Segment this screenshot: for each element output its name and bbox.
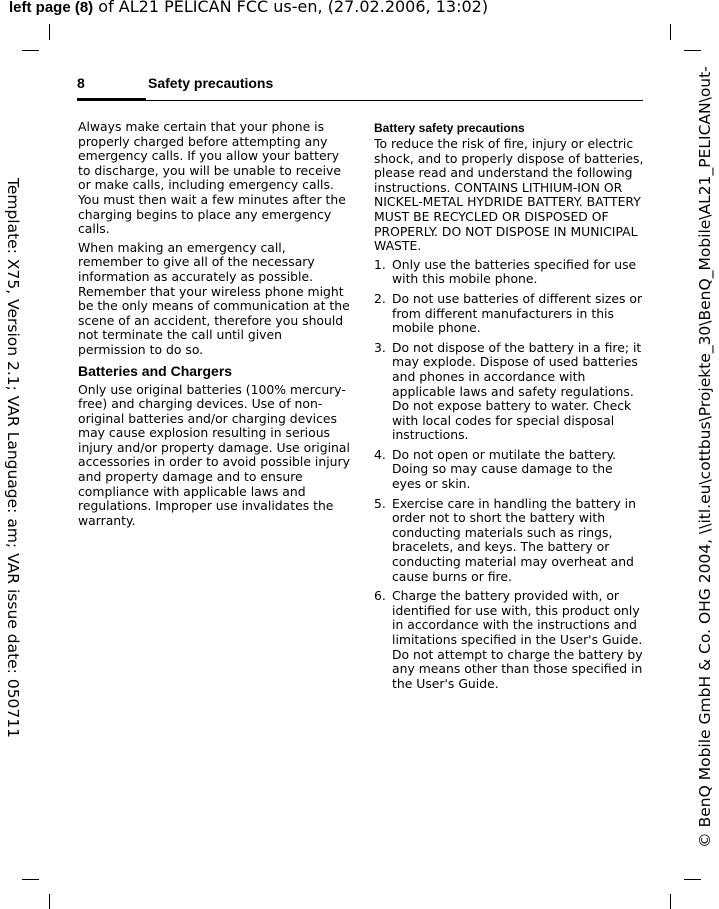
- list-item-number: 6.: [374, 588, 386, 604]
- list-item: [374, 497, 644, 585]
- list-item-text: Do not open or mutilate the battery. Doing so may cause damage to the eyes or skin.: [392, 446, 617, 492]
- header-rule-thick: [77, 98, 146, 101]
- list-item: [374, 589, 644, 691]
- header-rule: [145, 100, 643, 101]
- crop-mark: [684, 879, 701, 880]
- battery-safety-intro: To reduce the risk of fire, injury or electric shock, and to properly dispose of batteries, please read and understand the following instructions. CONTAINS LITHIUM-ION OR NICKEL-METAL HYDRIDE BATTERY. BATTERY MUST BE RECYCLED OR DISPOSED OF PROPERLY. DO NOT DISPOSE IN MUNICIPAL WASTE.: [374, 136, 644, 254]
- right-column: [374, 120, 644, 696]
- copyright-text: © BenQ Mobile GmbH & Co. OHG 2004, \\itl.eu\cottbus\Projekte_30\BenQ_Mobile\AL21_PELICAN\out-: [696, 66, 714, 848]
- crop-mark: [22, 50, 39, 51]
- list-item-number: 1.: [374, 256, 386, 272]
- emergency-charge-paragraph: Always make certain that your phone is properly charged before attempting any emergency calls. If you allow your battery to discharge, you will be unable to receive or make calls, including emergency calls. You must then wait a few minutes after the charging begins to place any emergency calls.: [78, 119, 346, 237]
- battery-safety-list: [374, 258, 644, 692]
- list-item: [374, 448, 644, 492]
- battery-safety-heading: Battery safety precautions: [374, 121, 525, 135]
- list-item-number: 2.: [374, 290, 386, 306]
- emergency-call-paragraph: When making an emergency call, remember to give all of the necessary information as accurately as possible. Remember that your wireless phone might be the only means of communication at the scene of an accident, therefore you should not terminate the call until given permission to do so.: [78, 239, 350, 357]
- list-item-text: Do not dispose of the battery in a fire; it may explode. Dispose of used batteries and phones in accordance with applicable laws and safety regulations. Do not expose battery to water. Check with local codes for special disposal instructions.: [392, 339, 642, 443]
- crop-mark: [49, 894, 50, 909]
- list-item: [374, 292, 644, 336]
- crop-mark: [670, 894, 671, 909]
- list-item: [374, 341, 644, 443]
- list-item-number: 3.: [374, 339, 386, 355]
- crop-mark: [684, 50, 701, 51]
- page-reference: left page (8): [9, 0, 94, 16]
- list-item-text: Do not use batteries of different sizes or from different manufacturers in this mobile phone.: [392, 290, 643, 336]
- print-header: [9, 0, 709, 18]
- original-batteries-paragraph: Only use original batteries (100% mercury-free) and charging devices. Use of non-original batteries and/or charging devices may cause explosion resulting in serious injury and/or property damage. Use original accessories in order to avoid possible injury and property damage and to ensure compliance with applicable laws and regulations. Improper use invalidates the warranty.: [78, 381, 350, 528]
- crop-mark: [670, 24, 671, 40]
- template-info-text: Template: X75, Version 2.1; VAR Language: am; VAR issue date: 050711: [4, 177, 22, 739]
- list-item-text: Charge the battery provided with, or identified for use with, this product only in accordance with the instructions and limitations specified in the User's Guide. Do not attempt to charge the battery by any means other than those specified in the User's Guide.: [392, 588, 643, 691]
- list-item-text: Exercise care in handling the battery in order not to short the battery with conducting materials such as rings, bracelets, and keys. The battery or conducting material may overheat and cause burns or fire.: [392, 495, 636, 584]
- crop-mark: [49, 24, 50, 40]
- batteries-chargers-heading: Batteries and Chargers: [78, 362, 233, 379]
- list-item-number: 4.: [374, 446, 386, 462]
- document-info: of AL21 PELICAN FCC us-en, (27.02.2006, 13:02): [93, 0, 489, 16]
- page-number: 8: [77, 75, 85, 91]
- page-title: Safety precautions: [148, 75, 274, 91]
- list-item: [374, 258, 644, 287]
- left-column: [78, 120, 350, 532]
- list-item-text: Only use the batteries specified for use with this mobile phone.: [392, 256, 637, 287]
- crop-mark: [22, 879, 39, 880]
- list-item-number: 5.: [374, 495, 386, 511]
